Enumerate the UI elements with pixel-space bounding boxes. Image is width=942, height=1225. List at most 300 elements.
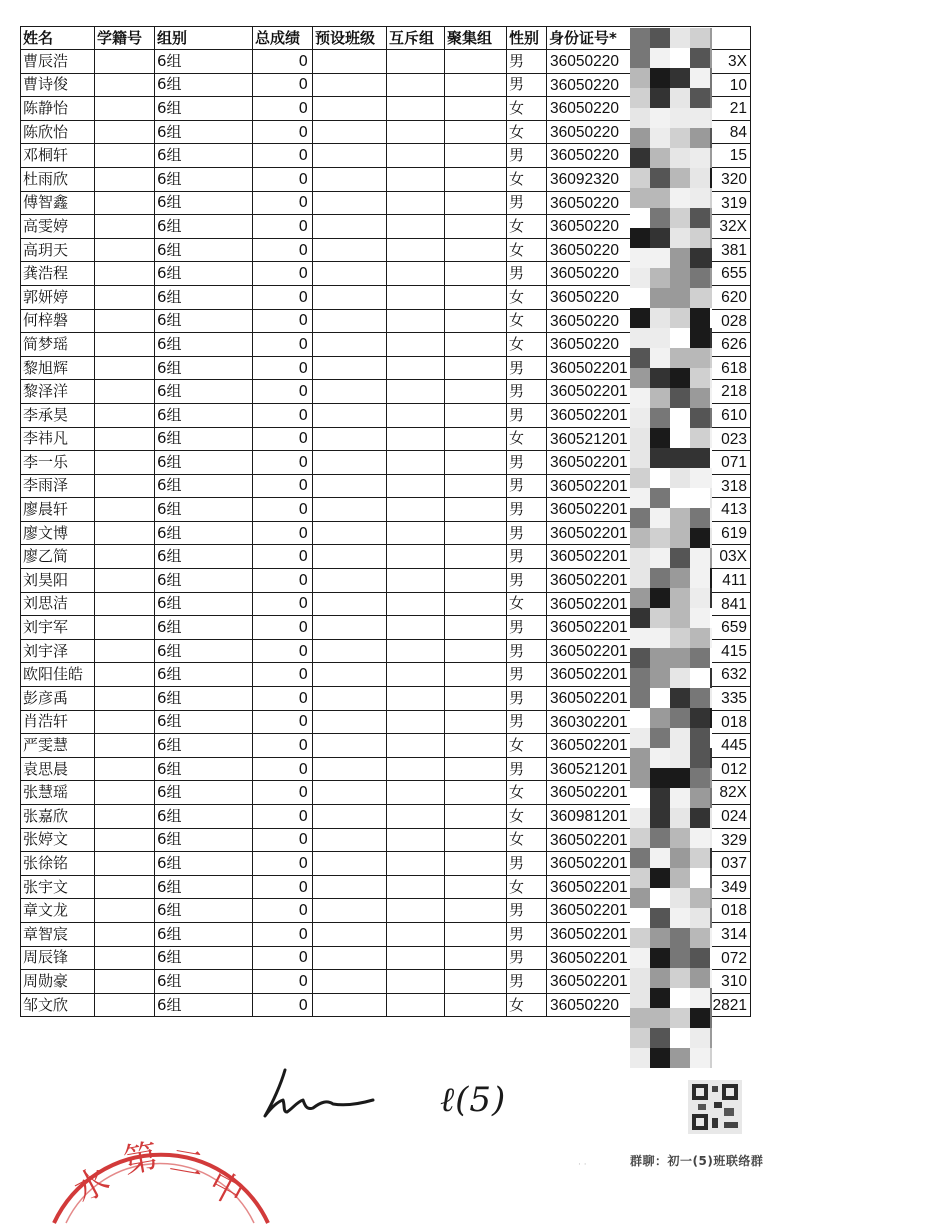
mosaic-tile — [630, 148, 650, 168]
exclusive-group-cell — [387, 970, 445, 994]
id-number-suffix: 659 — [721, 619, 747, 637]
id-number-prefix: 360502201 — [550, 973, 628, 991]
total-score-cell: 0 — [253, 144, 313, 168]
id-number-prefix: 360502201 — [550, 666, 628, 684]
total-score-cell: 0 — [253, 687, 313, 711]
gender-cell: 男 — [507, 191, 547, 215]
mosaic-tile — [690, 488, 710, 508]
group-cell: 6组 — [155, 639, 253, 663]
student-number-cell — [95, 73, 155, 97]
mosaic-tile — [650, 628, 670, 648]
mosaic-tile — [650, 148, 670, 168]
student-number-cell — [95, 592, 155, 616]
gender-cell: 女 — [507, 167, 547, 191]
exclusive-group-cell — [387, 498, 445, 522]
id-number-prefix: 36050220 — [550, 76, 619, 94]
group-cell: 6组 — [155, 521, 253, 545]
id-number-prefix: 360502201 — [550, 383, 628, 401]
mosaic-tile — [630, 428, 650, 448]
mosaic-tile — [690, 528, 710, 548]
mosaic-tile — [630, 288, 650, 308]
id-number-prefix: 36050220 — [550, 241, 619, 259]
student-name-cell: 龚浩程 — [21, 262, 95, 286]
mosaic-tile — [670, 688, 690, 708]
mosaic-tile — [710, 308, 712, 328]
mosaic-tile — [670, 588, 690, 608]
gender-cell: 男 — [507, 922, 547, 946]
mosaic-tile — [710, 688, 712, 708]
mosaic-tile — [690, 708, 710, 728]
mosaic-tile — [690, 788, 710, 808]
group-cell: 6组 — [155, 144, 253, 168]
cluster-group-cell — [445, 120, 507, 144]
student-name-cell: 黎泽洋 — [21, 380, 95, 404]
mosaic-tile — [630, 968, 650, 988]
gender-cell: 男 — [507, 521, 547, 545]
gender-cell: 男 — [507, 262, 547, 286]
gender-cell: 男 — [507, 403, 547, 427]
student-name-cell: 郭妍婷 — [21, 285, 95, 309]
student-number-cell — [95, 167, 155, 191]
exclusive-group-cell — [387, 167, 445, 191]
preset-class-cell — [313, 852, 387, 876]
mosaic-tile — [650, 1008, 670, 1028]
mosaic-tile — [710, 948, 712, 968]
student-name-cell: 章智宸 — [21, 922, 95, 946]
column-header: 预设班级 — [313, 27, 387, 50]
id-number-suffix: 018 — [721, 713, 747, 731]
mosaic-tile — [710, 848, 712, 868]
mosaic-tile — [670, 788, 690, 808]
mosaic-tile — [690, 928, 710, 948]
mosaic-tile — [670, 888, 690, 908]
gender-cell: 男 — [507, 639, 547, 663]
mosaic-tile — [650, 588, 670, 608]
cluster-group-cell — [445, 805, 507, 829]
mosaic-tile — [630, 648, 650, 668]
mosaic-tile — [630, 208, 650, 228]
mosaic-tile — [650, 108, 670, 128]
cluster-group-cell — [445, 592, 507, 616]
id-number-prefix: 360502201 — [550, 855, 628, 873]
mosaic-tile — [670, 628, 690, 648]
student-name-cell: 周勋豪 — [21, 970, 95, 994]
cluster-group-cell — [445, 144, 507, 168]
gender-cell: 男 — [507, 474, 547, 498]
preset-class-cell — [313, 781, 387, 805]
total-score-cell: 0 — [253, 73, 313, 97]
mosaic-tile — [690, 88, 710, 108]
mosaic-tile — [670, 148, 690, 168]
group-cell: 6组 — [155, 781, 253, 805]
total-score-cell: 0 — [253, 427, 313, 451]
group-cell: 6组 — [155, 215, 253, 239]
id-number-suffix: 445 — [721, 737, 747, 755]
id-number-prefix: 360502201 — [550, 524, 628, 542]
group-cell: 6组 — [155, 592, 253, 616]
total-score-cell: 0 — [253, 852, 313, 876]
mosaic-tile — [690, 448, 710, 468]
mosaic-tile — [690, 388, 710, 408]
student-name-cell: 曹诗俊 — [21, 73, 95, 97]
mosaic-tile — [710, 968, 712, 988]
exclusive-group-cell — [387, 852, 445, 876]
id-number-suffix: 318 — [721, 477, 747, 495]
total-score-cell: 0 — [253, 828, 313, 852]
group-cell: 6组 — [155, 120, 253, 144]
exclusive-group-cell — [387, 545, 445, 569]
group-cell: 6组 — [155, 852, 253, 876]
mosaic-tile — [650, 548, 670, 568]
gender-cell: 男 — [507, 73, 547, 97]
id-number-prefix: 360502201 — [550, 831, 628, 849]
mosaic-tile — [710, 108, 712, 128]
mosaic-tile — [630, 608, 650, 628]
student-number-cell — [95, 333, 155, 357]
student-number-cell — [95, 498, 155, 522]
id-number-suffix: 415 — [721, 642, 747, 660]
preset-class-cell — [313, 805, 387, 829]
mosaic-tile — [650, 288, 670, 308]
exclusive-group-cell — [387, 899, 445, 923]
preset-class-cell — [313, 757, 387, 781]
id-number-prefix: 360502201 — [550, 784, 628, 802]
total-score-cell: 0 — [253, 734, 313, 758]
gender-cell: 男 — [507, 545, 547, 569]
total-score-cell: 0 — [253, 922, 313, 946]
id-number-prefix: 360502201 — [550, 925, 628, 943]
mosaic-tile — [670, 868, 690, 888]
exclusive-group-cell — [387, 946, 445, 970]
id-number-suffix: 841 — [721, 595, 747, 613]
student-name-cell: 廖乙简 — [21, 545, 95, 569]
preset-class-cell — [313, 380, 387, 404]
preset-class-cell — [313, 545, 387, 569]
student-name-cell: 邹文欣 — [21, 993, 95, 1017]
mosaic-tile — [650, 668, 670, 688]
gender-cell: 男 — [507, 498, 547, 522]
id-number-suffix: 023 — [721, 430, 747, 448]
group-cell: 6组 — [155, 167, 253, 191]
exclusive-group-cell — [387, 521, 445, 545]
mosaic-tile — [670, 848, 690, 868]
mosaic-tile — [690, 508, 710, 528]
id-number-prefix: 360302201 — [550, 713, 628, 731]
exclusive-group-cell — [387, 144, 445, 168]
mosaic-tile — [710, 1048, 712, 1068]
mosaic-tile — [710, 128, 712, 148]
mosaic-tile — [710, 488, 712, 508]
total-score-cell: 0 — [253, 639, 313, 663]
mosaic-tile — [630, 68, 650, 88]
mosaic-tile — [710, 828, 712, 848]
student-number-cell — [95, 403, 155, 427]
mosaic-tile — [710, 288, 712, 308]
total-score-cell: 0 — [253, 805, 313, 829]
student-number-cell — [95, 922, 155, 946]
gender-cell: 女 — [507, 781, 547, 805]
column-header: 身份证号* — [547, 27, 751, 50]
id-number-suffix: 620 — [721, 288, 747, 306]
gender-cell: 男 — [507, 852, 547, 876]
cluster-group-cell — [445, 781, 507, 805]
mosaic-tile — [690, 468, 710, 488]
id-number-prefix: 36050220 — [550, 123, 619, 141]
mosaic-tile — [650, 248, 670, 268]
mosaic-tile — [710, 328, 712, 348]
exclusive-group-cell — [387, 356, 445, 380]
student-name-cell: 张婷文 — [21, 828, 95, 852]
mosaic-tile — [630, 528, 650, 548]
mosaic-tile — [710, 428, 712, 448]
mosaic-tile — [690, 648, 710, 668]
gender-cell: 男 — [507, 356, 547, 380]
mosaic-tile — [710, 228, 712, 248]
column-header: 聚集组 — [445, 27, 507, 50]
gender-cell: 男 — [507, 946, 547, 970]
id-number-prefix: 36050220 — [550, 194, 619, 212]
exclusive-group-cell — [387, 993, 445, 1017]
id-number-suffix: 018 — [721, 902, 747, 920]
group-cell: 6组 — [155, 451, 253, 475]
mosaic-tile — [670, 1008, 690, 1028]
svg-text:中: 中 — [201, 1163, 251, 1215]
mosaic-tile — [630, 688, 650, 708]
column-header: 学籍号 — [95, 27, 155, 50]
total-score-cell: 0 — [253, 262, 313, 286]
gender-cell: 男 — [507, 50, 547, 74]
cluster-group-cell — [445, 734, 507, 758]
mosaic-tile — [670, 648, 690, 668]
group-cell: 6组 — [155, 356, 253, 380]
cluster-group-cell — [445, 309, 507, 333]
mosaic-tile — [650, 648, 670, 668]
id-number-prefix: 36050220 — [550, 996, 619, 1014]
mosaic-tile — [690, 428, 710, 448]
cluster-group-cell — [445, 238, 507, 262]
mosaic-tile — [670, 728, 690, 748]
mosaic-tile — [690, 268, 710, 288]
mosaic-tile — [690, 948, 710, 968]
mosaic-tile — [630, 888, 650, 908]
faint-dots: · · — [578, 1160, 587, 1170]
mosaic-tile — [690, 988, 710, 1008]
student-name-cell: 袁思晨 — [21, 757, 95, 781]
mosaic-tile — [630, 928, 650, 948]
mosaic-tile — [650, 688, 670, 708]
cluster-group-cell — [445, 403, 507, 427]
student-name-cell: 廖文博 — [21, 521, 95, 545]
id-number-suffix: 024 — [721, 808, 747, 825]
mosaic-tile — [650, 988, 670, 1008]
mosaic-tile — [710, 188, 712, 208]
mosaic-tile — [710, 728, 712, 748]
preset-class-cell — [313, 710, 387, 734]
total-score-cell: 0 — [253, 50, 313, 74]
mosaic-tile — [690, 968, 710, 988]
preset-class-cell — [313, 73, 387, 97]
mosaic-tile — [670, 388, 690, 408]
mosaic-tile — [710, 928, 712, 948]
exclusive-group-cell — [387, 805, 445, 829]
mosaic-tile — [670, 568, 690, 588]
group-cell: 6组 — [155, 805, 253, 829]
mosaic-tile — [630, 168, 650, 188]
student-number-cell — [95, 144, 155, 168]
cluster-group-cell — [445, 922, 507, 946]
preset-class-cell — [313, 451, 387, 475]
mosaic-tile — [710, 1028, 712, 1048]
mosaic-tile — [650, 828, 670, 848]
id-number-suffix: 335 — [721, 690, 747, 708]
student-name-cell: 简梦瑶 — [21, 333, 95, 357]
id-number-suffix: 411 — [722, 572, 747, 590]
id-number-suffix: 037 — [721, 855, 747, 873]
mosaic-tile — [630, 1008, 650, 1028]
id-number-suffix: 610 — [721, 406, 747, 424]
group-cell: 6组 — [155, 875, 253, 899]
cluster-group-cell — [445, 191, 507, 215]
column-header: 姓名 — [21, 27, 95, 50]
mosaic-tile — [630, 1048, 650, 1068]
cluster-group-cell — [445, 639, 507, 663]
mosaic-tile — [630, 568, 650, 588]
student-number-cell — [95, 663, 155, 687]
cluster-group-cell — [445, 167, 507, 191]
mosaic-tile — [710, 248, 712, 268]
student-name-cell: 陈静怡 — [21, 97, 95, 121]
mosaic-tile — [650, 968, 670, 988]
student-name-cell: 严雯慧 — [21, 734, 95, 758]
cluster-group-cell — [445, 710, 507, 734]
preset-class-cell — [313, 498, 387, 522]
mosaic-tile — [690, 228, 710, 248]
mosaic-tile — [670, 1048, 690, 1068]
cluster-group-cell — [445, 356, 507, 380]
student-name-cell: 张慧瑶 — [21, 781, 95, 805]
mosaic-tile — [630, 308, 650, 328]
student-number-cell — [95, 569, 155, 593]
column-header: 组别 — [155, 27, 253, 50]
student-number-cell — [95, 474, 155, 498]
exclusive-group-cell — [387, 569, 445, 593]
group-cell: 6组 — [155, 710, 253, 734]
exclusive-group-cell — [387, 238, 445, 262]
mosaic-tile — [650, 888, 670, 908]
student-number-cell — [95, 899, 155, 923]
mosaic-tile — [670, 608, 690, 628]
mosaic-tile — [670, 748, 690, 768]
total-score-cell: 0 — [253, 309, 313, 333]
mosaic-tile — [650, 868, 670, 888]
group-chat-caption: 群聊：初一(5)班联络群 — [630, 1154, 764, 1168]
id-number-suffix: 314 — [721, 925, 747, 943]
exclusive-group-cell — [387, 875, 445, 899]
id-number-suffix: 15 — [729, 147, 747, 165]
mosaic-tile — [670, 328, 690, 348]
id-number-prefix: 360981201 — [550, 808, 628, 825]
exclusive-group-cell — [387, 333, 445, 357]
preset-class-cell — [313, 403, 387, 427]
mosaic-tile — [690, 548, 710, 568]
cluster-group-cell — [445, 50, 507, 74]
mosaic-tile — [690, 328, 710, 348]
mosaic-tile — [630, 48, 650, 68]
student-name-cell: 张徐铭 — [21, 852, 95, 876]
mosaic-tile — [690, 908, 710, 928]
student-name-cell: 张宇文 — [21, 875, 95, 899]
id-number-prefix: 360502201 — [550, 454, 628, 472]
group-cell: 6组 — [155, 309, 253, 333]
preset-class-cell — [313, 970, 387, 994]
id-number-suffix: 320 — [721, 170, 747, 188]
cluster-group-cell — [445, 899, 507, 923]
total-score-cell: 0 — [253, 993, 313, 1017]
student-number-cell — [95, 616, 155, 640]
mosaic-tile — [650, 388, 670, 408]
id-number-suffix: 3X — [728, 53, 747, 70]
mosaic-tile — [670, 268, 690, 288]
student-number-cell — [95, 734, 155, 758]
mosaic-tile — [630, 488, 650, 508]
group-cell: 6组 — [155, 285, 253, 309]
mosaic-tile — [690, 868, 710, 888]
id-number-prefix: 360521201 — [550, 430, 628, 448]
mosaic-tile — [690, 848, 710, 868]
cluster-group-cell — [445, 993, 507, 1017]
preset-class-cell — [313, 144, 387, 168]
cluster-group-cell — [445, 828, 507, 852]
id-number-prefix: 36092320 — [550, 170, 619, 188]
student-name-cell: 周辰锋 — [21, 946, 95, 970]
id-number-prefix: 360502201 — [550, 406, 628, 424]
exclusive-group-cell — [387, 734, 445, 758]
gender-cell: 女 — [507, 215, 547, 239]
mosaic-tile — [690, 288, 710, 308]
group-cell: 6组 — [155, 403, 253, 427]
mosaic-tile — [690, 28, 710, 48]
mosaic-tile — [650, 128, 670, 148]
mosaic-tile — [710, 768, 712, 788]
mosaic-tile — [670, 508, 690, 528]
preset-class-cell — [313, 569, 387, 593]
preset-class-cell — [313, 97, 387, 121]
mosaic-tile — [630, 228, 650, 248]
mosaic-tile — [690, 208, 710, 228]
id-number-prefix: 360502201 — [550, 359, 628, 377]
mosaic-tile — [650, 228, 670, 248]
id-number-prefix: 36050220 — [550, 147, 619, 165]
preset-class-cell — [313, 50, 387, 74]
id-number-prefix: 36050220 — [550, 288, 619, 306]
exclusive-group-cell — [387, 592, 445, 616]
id-number-prefix: 36050220 — [550, 336, 619, 354]
svg-text:水: 水 — [67, 1159, 117, 1211]
mosaic-tile — [710, 508, 712, 528]
exclusive-group-cell — [387, 922, 445, 946]
student-name-cell: 高玥天 — [21, 238, 95, 262]
preset-class-cell — [313, 592, 387, 616]
mosaic-tile — [630, 448, 650, 468]
group-cell: 6组 — [155, 498, 253, 522]
mosaic-tile — [690, 108, 710, 128]
id-number-prefix: 360502201 — [550, 595, 628, 613]
cluster-group-cell — [445, 757, 507, 781]
gender-cell: 女 — [507, 734, 547, 758]
mosaic-tile — [630, 328, 650, 348]
student-number-cell — [95, 639, 155, 663]
preset-class-cell — [313, 828, 387, 852]
